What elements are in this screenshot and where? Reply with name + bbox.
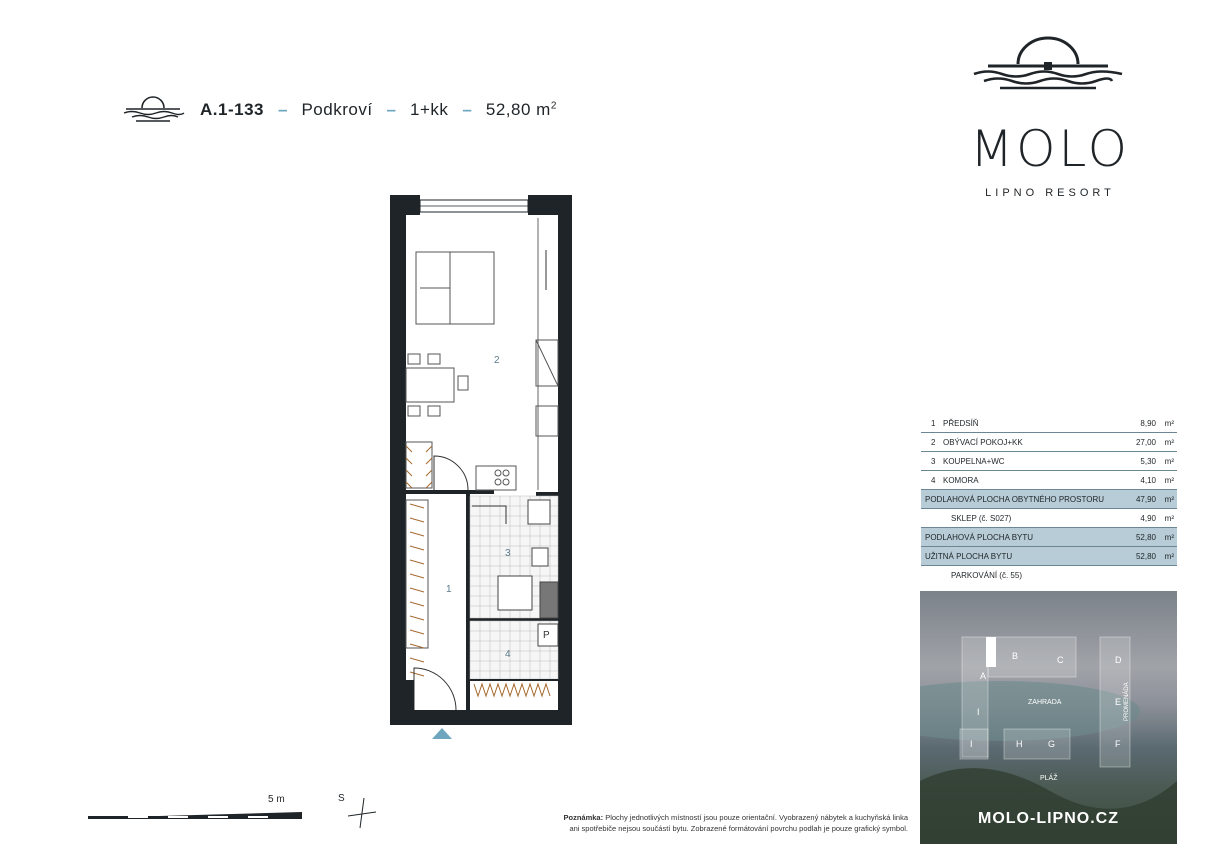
row-label: SKLEP (č. S027) (951, 513, 1012, 523)
site-label-a: A (980, 671, 987, 681)
row-label: KOUPELNA+WC (943, 456, 1005, 466)
row-number: 1 (931, 418, 936, 428)
site-label-g: G (1048, 739, 1056, 749)
table-row (921, 414, 1177, 433)
row-unit: m² (1164, 551, 1174, 561)
row-label: OBÝVACÍ POKOJ+KK (943, 437, 1023, 447)
row-number: 3 (931, 456, 936, 466)
footnote-text-1: Plochy jednotlivých místností jsou pouze orientační. Vyobrazený nábytek a kuchyňská linka (605, 813, 908, 822)
wardrobe (406, 442, 432, 648)
table-row (921, 433, 1177, 452)
room-label-4: 4 (505, 649, 511, 660)
unit-code: A.1-133 (200, 100, 264, 119)
dining-table (406, 354, 468, 416)
storage-p-label: P (543, 630, 550, 641)
site-label-i-2: I (970, 739, 973, 749)
brand-subtitle: LIPNO RESORT (985, 187, 1115, 199)
separator: – (462, 100, 472, 119)
scale-bar (88, 808, 304, 824)
row-value: 4,10 (1140, 475, 1156, 485)
room-label-3: 3 (505, 548, 511, 559)
unit-area-sup: 2 (550, 100, 557, 112)
north-label: S (338, 793, 345, 804)
row-value: 52,80 (1135, 551, 1156, 561)
table-row-highlight (921, 490, 1177, 509)
site-label-plaz: PLÁŽ (1040, 775, 1058, 782)
row-unit: m² (1164, 475, 1174, 485)
footnote-line-1 (528, 812, 908, 823)
table-row-highlight (921, 547, 1177, 566)
unit-floor: Podkroví (301, 100, 373, 119)
sofa (416, 252, 494, 324)
row-value: 52,80 (1135, 532, 1156, 542)
site-label-zahrada: ZAHRADA (1028, 699, 1062, 706)
footnote-title: Poznámka: (563, 813, 604, 822)
site-label-promenada: PROMENÁDA (1124, 682, 1130, 721)
footnote-text-2: ani spotřebiče nejsou součástí bytu. Zobrazené formátování povrchu podlah je pouze grafický symbol. (569, 824, 908, 833)
kitchen (476, 250, 558, 490)
row-value: 47,90 (1135, 494, 1156, 504)
area-table (921, 414, 1177, 584)
site-label-f: F (1115, 739, 1121, 749)
site-label-i: I (977, 707, 980, 717)
row-value: 4,90 (1140, 513, 1156, 523)
brand-name: MOLO (970, 120, 1130, 178)
table-row-highlight (921, 528, 1177, 547)
table-row (921, 452, 1177, 471)
row-label: PARKOVÁNÍ (č. 55) (951, 570, 1022, 580)
row-label: PŘEDSÍŇ (943, 418, 979, 428)
row-value: 5,30 (1140, 456, 1156, 466)
row-number: 4 (931, 475, 936, 485)
row-label: UŽITNÁ PLOCHA BYTU (925, 551, 1013, 561)
site-label-c: C (1057, 655, 1064, 665)
table-row (921, 566, 1177, 584)
unit-header (120, 94, 557, 126)
row-value: 8,90 (1140, 418, 1156, 428)
room-label-2: 2 (494, 355, 500, 366)
site-label-b: B (1012, 651, 1019, 661)
entrance-arrow-icon (432, 728, 452, 739)
row-label: PODLAHOVÁ PLOCHA BYTU (925, 532, 1034, 542)
row-unit: m² (1164, 418, 1174, 428)
unit-area-value: 52,80 m (485, 100, 551, 119)
unit-layout: 1+kk (410, 100, 449, 119)
site-label-e: E (1115, 697, 1122, 707)
row-unit: m² (1164, 494, 1174, 504)
row-unit: m² (1164, 437, 1174, 447)
row-label: PODLAHOVÁ PLOCHA OBYTNÉHO PROSTORU (925, 494, 1105, 504)
separator: – (277, 100, 288, 119)
row-unit: m² (1164, 532, 1174, 542)
site-label-h: H (1016, 739, 1023, 749)
scale-label: 5 m (268, 794, 285, 805)
unit-area (486, 100, 557, 120)
row-unit: m² (1164, 456, 1174, 466)
floor-plan (380, 190, 580, 750)
footnote (528, 812, 908, 834)
table-row (921, 509, 1177, 528)
separator: – (386, 100, 397, 119)
site-plan-map (920, 591, 1177, 844)
sun-wave-icon (120, 95, 186, 125)
row-value: 27,00 (1135, 437, 1156, 447)
room-label-1: 1 (446, 584, 452, 595)
molo-logo-icon (970, 36, 1126, 94)
row-label: KOMORA (943, 475, 979, 485)
north-arrow-icon (340, 796, 380, 830)
website-url: MOLO-LIPNO.CZ (978, 810, 1119, 827)
site-plan (920, 591, 1177, 844)
row-unit: m² (1164, 513, 1174, 523)
row-number: 2 (931, 437, 936, 447)
table-row (921, 471, 1177, 490)
site-label-d: D (1115, 655, 1122, 665)
